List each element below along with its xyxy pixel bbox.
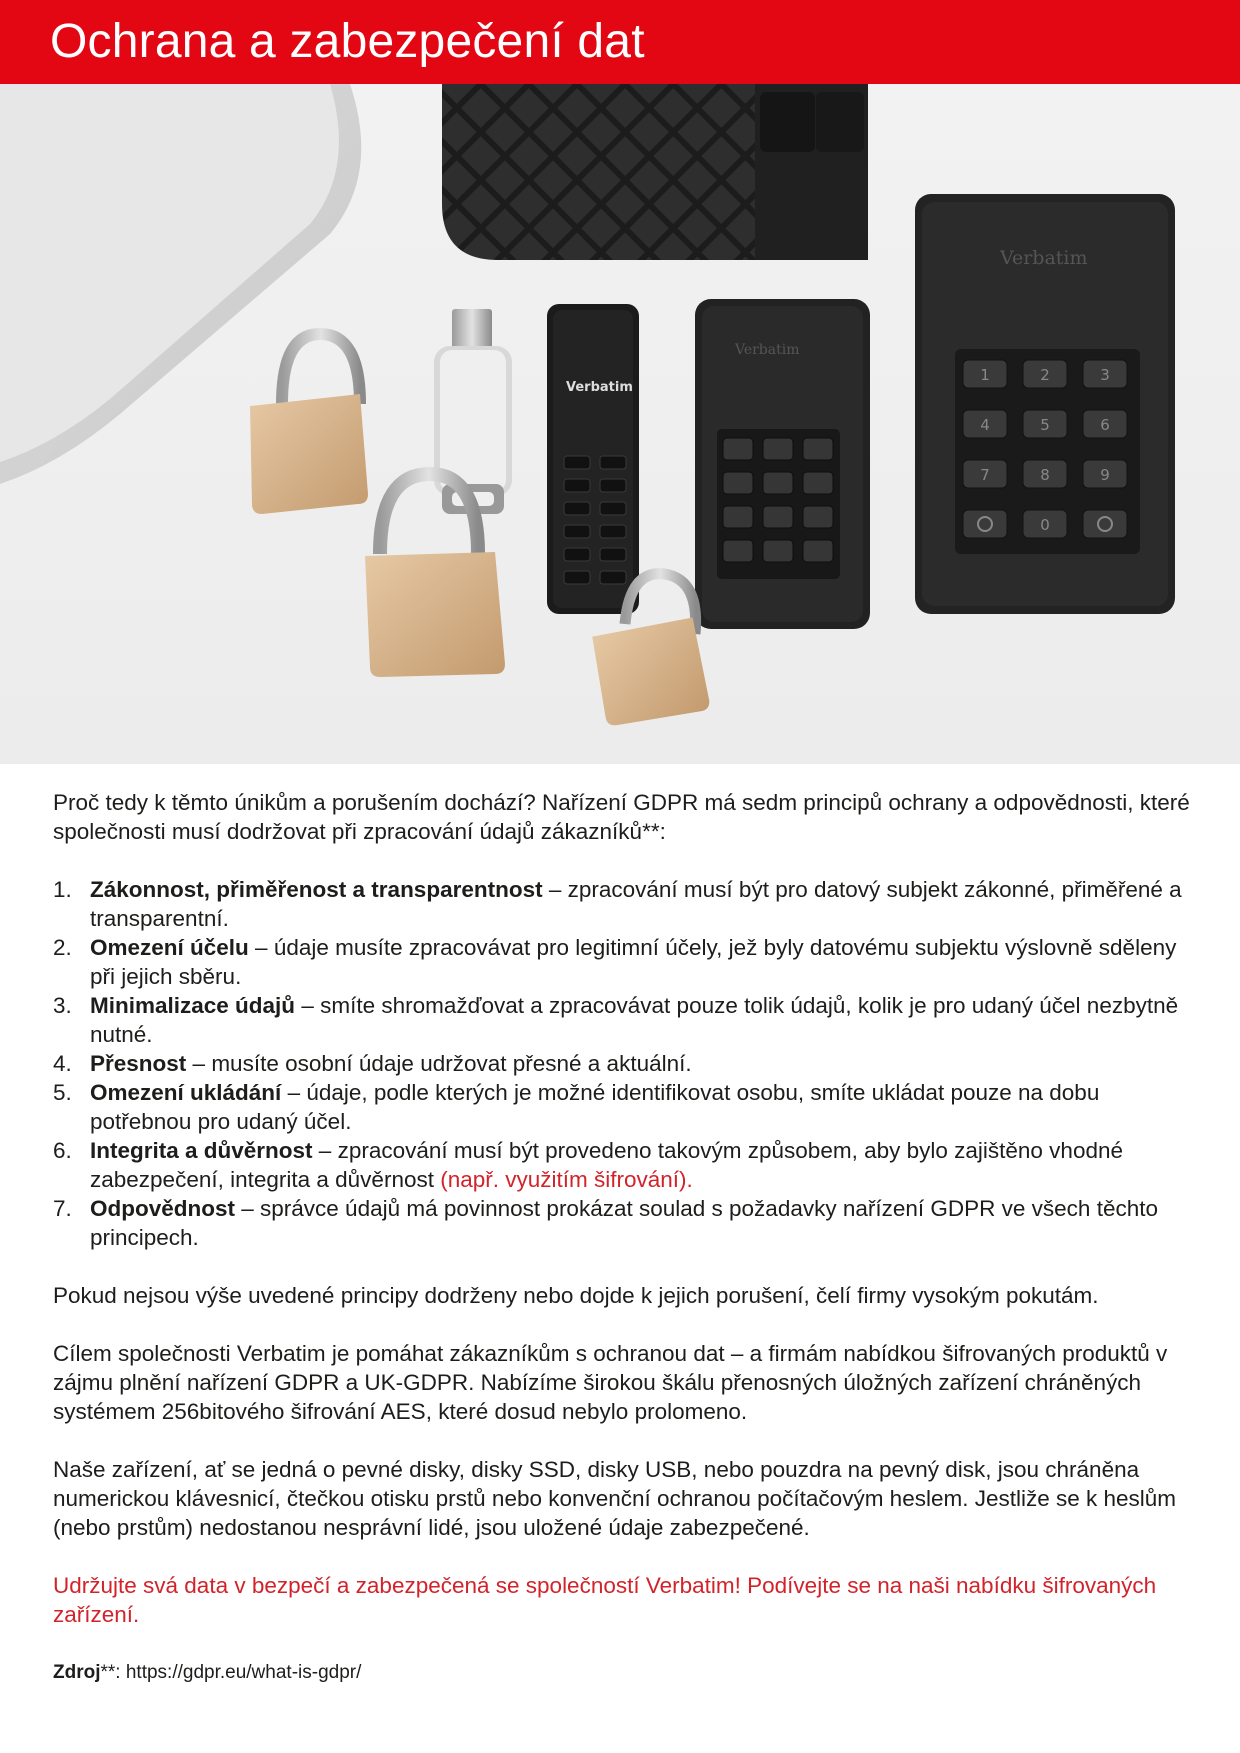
- key-label: 3: [1100, 366, 1110, 384]
- brand-text: Verbatim: [1000, 247, 1088, 269]
- list-item: [53, 991, 1193, 1049]
- key-label: 1: [980, 366, 990, 384]
- key-label: 0: [1040, 516, 1050, 534]
- key-label: 2: [1040, 366, 1050, 384]
- principle-term: Odpovědnost: [90, 1196, 235, 1221]
- gdpr-principles-list: [53, 875, 1193, 1252]
- body-paragraph: Pokud nejsou výše uvedené principy dodrženy nebo dojde k jejich porušení, čelí firmy vysokým pokutám.: [53, 1283, 1099, 1308]
- key-label: 4: [980, 416, 990, 434]
- key-label: 9: [1100, 466, 1110, 484]
- page-title: Ochrana a zabezpečení dat: [50, 15, 645, 68]
- principle-term: Omezení ukládání: [90, 1080, 282, 1105]
- brand-text: Verbatim: [566, 380, 633, 395]
- list-number: 5.: [53, 1080, 72, 1105]
- principle-text: – správce údajů má povinnost prokázat soulad s požadavky nařízení GDPR ve všech těchto principech.: [90, 1196, 1158, 1250]
- intro-paragraph: Proč tedy k těmto únikům a porušením dochází? Nařízení GDPR má sedm principů ochrany a odpovědnosti, které společnosti musí dodržovat při zpracování údajů zákazníků**:: [53, 790, 1190, 844]
- hero-photo: [0, 84, 1240, 764]
- principle-text: – musíte osobní údaje udržovat přesné a aktuální.: [186, 1051, 692, 1076]
- key-label: 6: [1100, 416, 1110, 434]
- padlock-icon: [250, 334, 368, 514]
- principle-term: Minimalizace údajů: [90, 993, 296, 1018]
- principle-term: Přesnost: [90, 1051, 187, 1076]
- list-item: [53, 933, 1193, 991]
- list-number: 6.: [53, 1138, 72, 1163]
- body-paragraph: Naše zařízení, ať se jedná o pevné disky, disky SSD, disky USB, nebo pouzdra na pevný disk, jsou chráněna numerickou klávesnicí, čtečkou otisku prstů nebo konvenční ochranou počítačovým heslem. Jestliže se k heslům (nebo prstům) nedostanou nesprávní lidé, jsou uložené údaje zabezpečené.: [53, 1457, 1177, 1540]
- list-number: 3.: [53, 993, 72, 1018]
- source-url[interactable]: https://gdpr.eu/what-is-gdpr/: [120, 1662, 362, 1683]
- list-item: [53, 1078, 1193, 1136]
- principle-text: – zpracování musí být pro datový subjekt zákonné, přiměřené a transparentní.: [90, 877, 1182, 931]
- principle-term: Integrita a důvěrnost: [90, 1138, 313, 1163]
- call-to-action: Udržujte svá data v bezpečí a zabezpečená se společností Verbatim! Podívejte se na naši nabídku šifrovaných zařízení.: [53, 1573, 1157, 1627]
- principle-note: (např. využitím šifrování).: [440, 1167, 693, 1192]
- article-body: [53, 788, 1193, 1687]
- hdd-diamond-shape: [442, 84, 868, 260]
- list-number: 2.: [53, 935, 72, 960]
- principle-text: – smíte shromažďovat a zpracovávat pouze tolik údajů, kolik je pro udaný účel nezbytně nutné.: [90, 993, 1179, 1047]
- source-label: Zdroj: [53, 1662, 101, 1683]
- list-item: [53, 875, 1193, 933]
- key-label: 8: [1040, 466, 1050, 484]
- list-item: [53, 1194, 1193, 1252]
- usb-keypad-stick-shape: [547, 304, 639, 614]
- ssd-keypad-shape: [695, 299, 870, 629]
- source-marker: **:: [100, 1662, 121, 1683]
- brand-text: Verbatim: [735, 342, 800, 358]
- encrypted-devices-illustration: [0, 84, 1240, 764]
- key-label: 5: [1040, 416, 1050, 434]
- list-number: 1.: [53, 877, 72, 902]
- page-header: [0, 0, 1240, 84]
- key-label: 7: [980, 466, 990, 484]
- principle-term: Zákonnost, přiměřenost a transparentnost: [90, 877, 543, 902]
- principle-text: – údaje musíte zpracovávat pro legitimní účely, jež byly datovému subjektu výslovně sděleny při jejich sběru.: [90, 935, 1177, 989]
- source-line: [53, 1658, 1193, 1687]
- body-paragraph: Cílem společnosti Verbatim je pomáhat zákazníkům s ochranou dat – a firmám nabídkou šifrovaných produktů v zájmu plnění nařízení GDPR a UK-GDPR. Nabízíme širokou škálu přenosných úložných zařízení chráněných systémem 256bitového šifrování AES, které dosud nebylo prolomeno.: [53, 1341, 1168, 1424]
- list-item: [53, 1049, 1193, 1078]
- list-number: 7.: [53, 1196, 72, 1221]
- principle-term: Omezení účelu: [90, 935, 249, 960]
- list-item: [53, 1136, 1193, 1194]
- principle-text: – zpracování musí být provedeno takovým způsobem, aby bylo zajištěno vhodné zabezpečení, integrita a důvěrnost: [90, 1138, 1123, 1192]
- principle-text: – údaje, podle kterých je možné identifikovat osobu, smíte ukládat pouze na dobu potřebnou pro udaný účel.: [90, 1080, 1100, 1134]
- list-number: 4.: [53, 1051, 72, 1076]
- hdd-keypad-large-shape: [915, 194, 1175, 614]
